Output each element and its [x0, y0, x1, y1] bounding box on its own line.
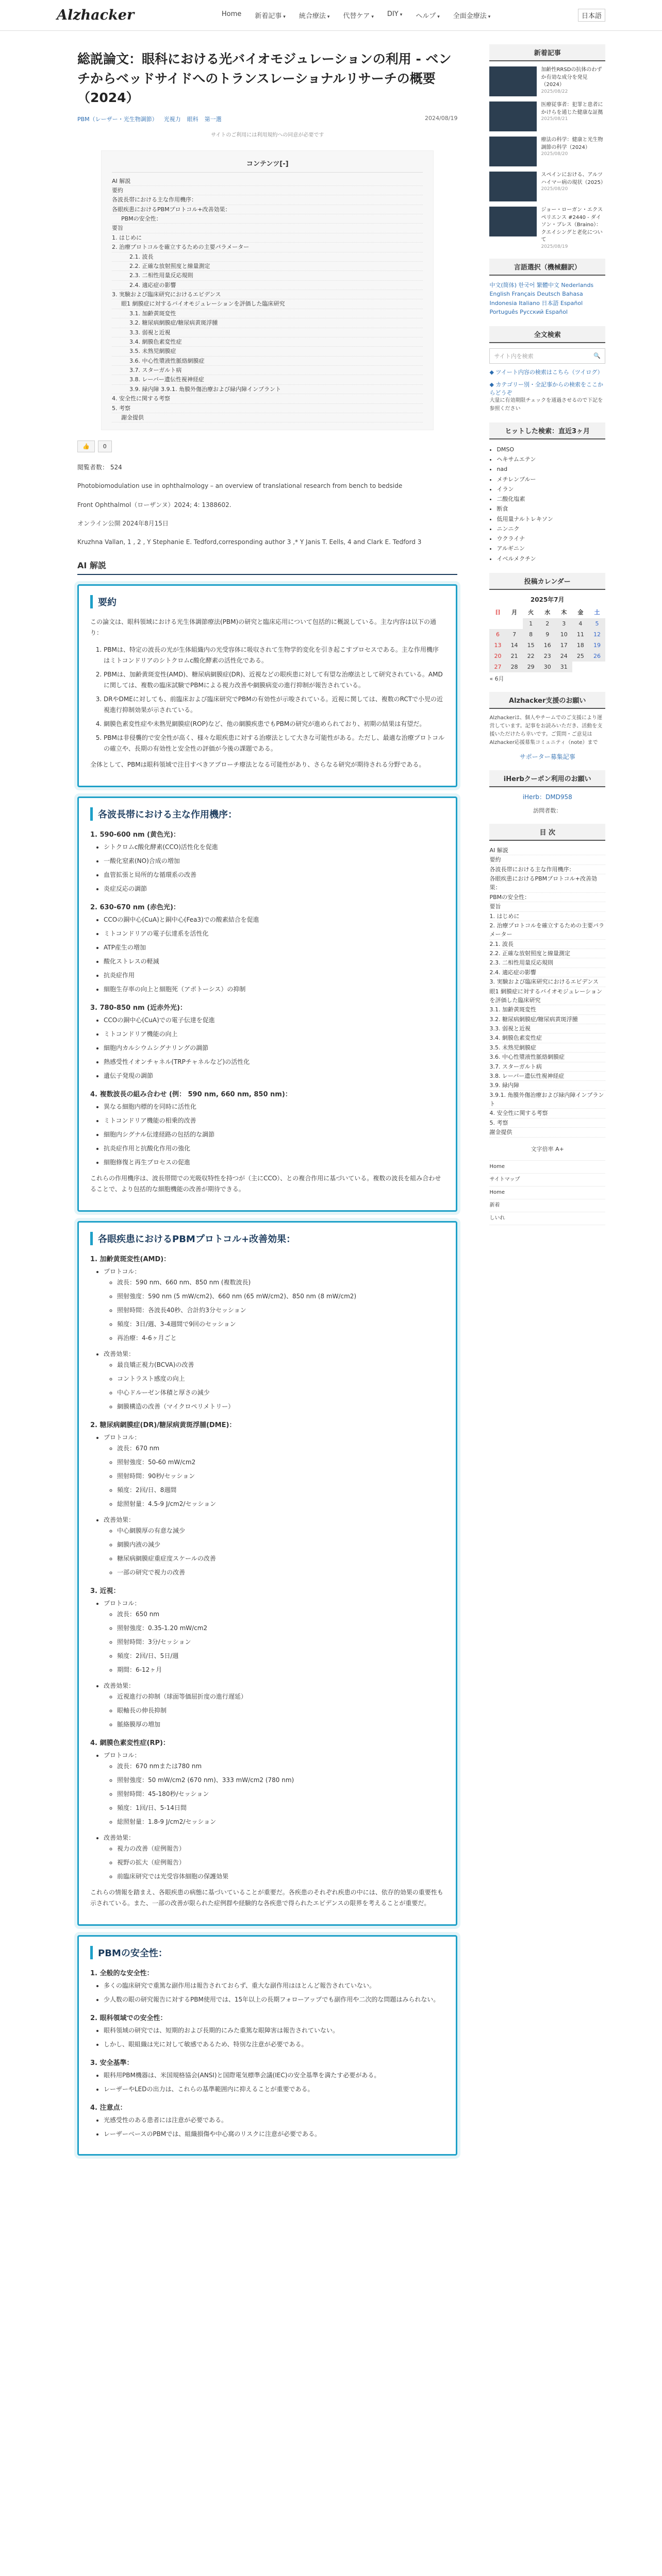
- calendar-day[interactable]: 7: [506, 629, 523, 640]
- calendar-day[interactable]: 8: [523, 629, 539, 640]
- safety-item: • レーザーやLEDの出力は、これらの基準範囲内に抑えることが重要である。: [104, 2084, 444, 2095]
- ai-heading: AI 解説: [77, 559, 457, 575]
- search-icon[interactable]: 🔍: [593, 352, 601, 360]
- effect-item: ◦ 最良矯正視力(BCVA)の改善: [117, 1360, 444, 1370]
- calendar-day[interactable]: 24: [556, 651, 572, 662]
- mechanism-item: • 炎症反応の調節: [104, 884, 444, 894]
- article-thumbnail[interactable]: [489, 66, 537, 96]
- site-header: [0, 0, 662, 31]
- mechanism-item: • 酸化ストレスの軽減: [104, 956, 444, 967]
- category-note: 大量に有効期限チェックを通過させるので下記を参照ください: [489, 397, 603, 412]
- nav-item[interactable]: Home: [221, 10, 242, 18]
- article-thumbnail[interactable]: [489, 207, 537, 236]
- toc-item[interactable]: 3.8. レーバー遺伝性視神経症: [112, 375, 423, 384]
- side-toc-item[interactable]: 3. 実験および臨床研究におけるエビデンス: [489, 977, 605, 987]
- nav-item[interactable]: 統合療法 ▾: [299, 12, 330, 20]
- mechanism-heading: 4. 複数波長の組み合わせ (例： 590 nm, 660 nm, 850 nm)：: [90, 1090, 292, 1098]
- safety-item: • 眼科用PBM機器は、米国規格協会(ANSI)と国際電気標準会議(IEC)の安全基準を満たす必要がある。: [104, 2070, 444, 2081]
- side-toc-item[interactable]: 3.6. 中心性漿液性脈絡網膜症: [489, 1053, 605, 1062]
- category-search-link[interactable]: ◆ カテゴリー別・全記事からの検索をここからどうぞ: [489, 381, 603, 396]
- protocol-item: ◦ 照射強度：0.35-1.20 mW/cm2: [117, 1623, 444, 1634]
- toc-item[interactable]: 謝金提供: [112, 413, 423, 422]
- summary-item: 4. 網膜色素変性症や未熟児網膜症(ROP)など、他の網膜疾患でもPBMの研究が進められており、初期の結果は有望だ。: [104, 719, 444, 730]
- summary-item: 3. DRやDMEに対しても、前臨床および臨床研究でPBMの有効性が示唆されている。近視に関しては、複数のRCTで小児の近視進行抑制効果が示されている。: [104, 694, 444, 716]
- protocol-item: ◦ 頻度：1回/日、5-14日間: [117, 1803, 444, 1814]
- toc-item[interactable]: AI 解説: [112, 177, 423, 186]
- authors: Kruzhna Vallan, 1 , 2 , Y Stephanie E. Tedford,corresponding author 3 ,* Y Janis T. Eells, 4 and Clark E. Tedford 3: [77, 538, 422, 546]
- toc-title[interactable]: コンテンツ[-]: [112, 158, 423, 173]
- calendar-day[interactable]: 30: [539, 662, 556, 672]
- toc-item[interactable]: 3.5. 未熟児網膜症: [112, 347, 423, 356]
- side-toc-item[interactable]: 5. 考察: [489, 1118, 605, 1128]
- side-toc-item[interactable]: AI 解説: [489, 846, 605, 855]
- safety-heading: 4. 注意点：: [90, 2104, 127, 2112]
- article-thumbnail[interactable]: [489, 172, 537, 201]
- safety-heading: 2. 眼科領域での安全性：: [90, 2014, 167, 2022]
- mechanism-heading: 1. 590-600 nm (黄色光)：: [90, 831, 180, 839]
- search-input[interactable]: [489, 348, 605, 364]
- calendar-weekday: 月: [511, 608, 518, 616]
- tag-list: [77, 115, 222, 123]
- calendar-day[interactable]: 5: [589, 618, 605, 629]
- toc-item[interactable]: 3.6. 中心性漿液性脈絡網膜症: [112, 357, 423, 366]
- footer-menu-item[interactable]: しいれ: [489, 1212, 605, 1225]
- toc-item[interactable]: 1. はじめに: [112, 233, 423, 243]
- safety-heading: 1. 全般的な安全性：: [90, 1969, 154, 1977]
- language-select[interactable]: 日本語: [578, 9, 605, 22]
- calendar-day[interactable]: 15: [523, 640, 539, 651]
- search-title: 全文検索: [489, 326, 605, 343]
- calendar-weekday: 土: [594, 608, 600, 616]
- calendar-day[interactable]: 9: [539, 629, 556, 640]
- calendar-weekday: 金: [577, 608, 584, 616]
- effect-label: • 改善効果： ◦ 中心網膜厚の有意な減少 ◦ 網膜内液の減少 ◦ 糖尿病網膜症重症度スケールの改善 ◦ 一部の研究で視力の改善: [104, 1515, 444, 1578]
- effect-label: • 改善効果： ◦ 最良矯正視力(BCVA)の改善 ◦ コントラスト感度の向上 ◦ 中心ドルーゼン体積と厚さの減少 ◦ 網膜構造の改善（マイクロペリメトリー）: [104, 1349, 444, 1412]
- protocol-label: • プロトコル： ◦ 波長：590 nm、660 nm、850 nm (複数波長) ◦ 照射強度：590 nm (5 mW/cm2)、660 nm (65 mW/cm2)、850 nm (8 mW/cm2) ◦ 照射時間：各波長40秒、合計約3分セッション ◦ 頻度：3日/週、3-4週間で9回のセッション ◦ 再治療：4-6ヶ月ごと: [104, 1266, 444, 1344]
- like-button[interactable]: 👍: [77, 440, 95, 452]
- effect-item: ◦ 視野の拡大（症例報告）: [117, 1857, 444, 1868]
- toc-item[interactable]: 眼1 網膜症に対するバイオモジュレーションを評価した臨床研究: [112, 299, 423, 309]
- summary-intro: この論文は、眼科領域における光生体調節療法(PBM)の研究と臨床応用について包括的に概説している。主な内容は以下の通り：: [90, 618, 436, 636]
- toc-item[interactable]: 2.2. 正確な放射照度と線量測定: [112, 262, 423, 271]
- calendar-day[interactable]: 22: [523, 651, 539, 662]
- ranking-item[interactable]: • DMSO: [496, 445, 605, 454]
- sidebar-article[interactable]: [489, 66, 605, 96]
- side-toc-item[interactable]: 3.5. 未熟児網膜症: [489, 1043, 605, 1053]
- search-placeholder: サイト内を検索: [494, 352, 534, 360]
- nav-item[interactable]: ヘルプ ▾: [416, 12, 440, 20]
- protocol-item: ◦ 波長：650 nm: [117, 1609, 444, 1620]
- article-title-link[interactable]: 加齢性RRSDの抗体のわずか有効な成分を発見（2024）: [541, 67, 602, 88]
- mechanism-item: • CCOの銅中心(CuA)と銅中心(Fea3)での酸素結合を促進: [104, 914, 444, 925]
- calendar-day[interactable]: 25: [572, 651, 589, 662]
- footer-menu-item[interactable]: Home: [489, 1161, 605, 1174]
- article-date: 2025/08/20: [541, 151, 568, 157]
- calendar-day[interactable]: 2: [539, 618, 556, 629]
- protocol-item: ◦ 照射時間：各波長40秒、合計約3分セッション: [117, 1305, 444, 1316]
- footer-menu-item[interactable]: Home: [489, 1187, 605, 1199]
- protocol-item: ◦ 波長：590 nm、660 nm、850 nm (複数波長): [117, 1277, 444, 1288]
- sidebar-article[interactable]: [489, 101, 605, 131]
- side-toc-item[interactable]: 3.7. スターガルト病: [489, 1062, 605, 1072]
- article-date: 2025/08/19: [541, 244, 568, 249]
- article-title-link[interactable]: 医療従事者：犯罪と患者にかけらを通じた健康な証拠: [541, 102, 603, 115]
- summary-title: 要約: [90, 595, 444, 608]
- tag-link[interactable]: 光視力: [163, 115, 181, 123]
- calendar-weekday: 水: [544, 608, 551, 616]
- calendar-day[interactable]: 10: [556, 629, 572, 640]
- summary-item: 1. PBMは、特定の波長の光が生体組織内の光受容体に吸収されて生物学的変化を引き起こすプロセスである。主な作用機序はミトコンドリアのシトクロムc酸化酵素の活性化である。: [104, 645, 444, 666]
- protocol-label: • プロトコル： ◦ 波長：650 nm ◦ 照射強度：0.35-1.20 mW/cm2 ◦ 照射時間：3分/セッション ◦ 頻度：2回/日、5日/週 ◦ 期間：6-12ヶ月: [104, 1598, 444, 1675]
- mechanism-item: • 抗炎症作用と抗酸化作用の強化: [104, 1143, 444, 1154]
- protocol-item: ◦ 照射強度：50-60 mW/cm2: [117, 1457, 444, 1468]
- protocol-item: ◦ 照射時間：45-180秒/セッション: [117, 1789, 444, 1800]
- side-toc-item[interactable]: 3.9.1. 角膜外傷治療および緑内障インプラント: [489, 1091, 605, 1109]
- iherb-code[interactable]: iHerb：DMD958: [522, 793, 572, 801]
- calendar-day[interactable]: 29: [523, 662, 539, 672]
- calendar-day[interactable]: 16: [539, 640, 556, 651]
- journal: Front Ophthalmol（ローザンヌ）2024; 4: 1388602.: [77, 501, 231, 509]
- mechanism-item: • 細胞修復と再生プロセスの促進: [104, 1157, 444, 1168]
- toc-item[interactable]: 3.2. 糖尿病網膜症/糖尿病黄斑浮腫: [112, 318, 423, 328]
- side-toc-item[interactable]: 謝金提供: [489, 1128, 605, 1137]
- calendar-day[interactable]: 21: [506, 651, 523, 662]
- safety-title: PBMの安全性：: [90, 1946, 444, 1959]
- article-title: 総説論文：眼科における光バイオモジュレーションの利用 - ベンチからベッドサイドへのトランスレーショナルリサーチの概要（2024）: [77, 52, 452, 105]
- calendar-day: [506, 618, 523, 629]
- protocol-item: ◦ 照射時間：90秒/セッション: [117, 1471, 444, 1482]
- effect-item: ◦ 網膜内液の減少: [117, 1539, 444, 1550]
- calendar-prev[interactable]: « 6月: [489, 675, 504, 682]
- sidebar: [489, 31, 605, 2165]
- calendar-day[interactable]: 12: [589, 629, 605, 640]
- toc-item[interactable]: 各眼疾患におけるPBMプロトコル+改善効果：: [112, 205, 423, 214]
- terms-note: サイトのご利用には利用規約への同意が必要です: [211, 132, 324, 138]
- calendar-day[interactable]: 14: [506, 640, 523, 651]
- side-toc-item[interactable]: 2.1. 波長: [489, 940, 605, 949]
- summary-box: [77, 584, 457, 787]
- protocol-label: • プロトコル： ◦ 波長：670 nmまたは780 nm ◦ 照射強度：50 mW/cm2 (670 nm)、333 mW/cm2 (780 nm) ◦ 照射時間：45-180秒/セッション ◦ 頻度：1回/日、5-14日間 ◦ 総照射量：1.8-9 J/cm2/セッション: [104, 1750, 444, 1827]
- ranking-item[interactable]: • 二酸化塩素: [496, 494, 605, 504]
- mechanism-item: • ミトコンドリアの電子伝達系を活性化: [104, 928, 444, 939]
- calendar-day[interactable]: 6: [489, 629, 506, 640]
- calendar-month: 2025年7月: [530, 596, 565, 603]
- mechanism-item: • 抗炎症作用: [104, 970, 444, 981]
- calendar-day: [572, 662, 589, 672]
- mechanism-item: • 遺伝子発現の調節: [104, 1071, 444, 1081]
- support-text: Alzhackerは、個人やチームでのご支援により運営しています。記事をお読みいただき、活動を支援いただけたら幸いです。ご質問・ご意見はAlzhacker応援募集コミュニティ（note）まで: [489, 715, 603, 745]
- calendar: [489, 606, 605, 672]
- safety-item: • しかし、眼組織は光に対して敏感であるため、特別な注意が必要である。: [104, 2039, 444, 2050]
- view-count: 閲覧者数： 524: [77, 464, 122, 471]
- side-toc-item[interactable]: 2.4. 適応症の影響: [489, 968, 605, 977]
- article-thumbnail[interactable]: [489, 137, 537, 166]
- chevron-down-icon: ▾: [488, 14, 491, 20]
- side-toc-item[interactable]: 3.8. レーバー遺伝性視神経症: [489, 1072, 605, 1081]
- protocols-outro: これらの情報を踏まえ、各眼疾患の病態に基づいていることが重要だ。各疾患のそれぞれ疾患の中には、依存的効果の重要性も示されている。また、一部の改善が限られた症例群や経験的な各疾患で得られたエビデンスの限界を考えることが重要だ。: [90, 1888, 443, 1907]
- chevron-down-icon: ▾: [283, 14, 286, 20]
- side-toc-item[interactable]: 2.3. 二相性用量反応規則: [489, 958, 605, 968]
- safety-item: • 多くの臨床研究で重篤な副作用は報告されておらず、重大な副作用はほとんど報告されていない。: [104, 1980, 444, 1991]
- protocol-label: • プロトコル： ◦ 波長：670 nm ◦ 照射強度：50-60 mW/cm2 ◦ 照射時間：90秒/セッション ◦ 頻度：2回/日、8週間 ◦ 総照射量：4.5-9 J/cm2/セッション: [104, 1432, 444, 1510]
- protocol-item: ◦ 総照射量：4.5-9 J/cm2/セッション: [117, 1499, 444, 1510]
- protocol-item: ◦ 波長：670 nmまたは780 nm: [117, 1761, 444, 1772]
- side-toc-item[interactable]: 3.1. 加齢黄斑変性: [489, 1005, 605, 1014]
- effect-item: ◦ 網膜構造の改善（マイクロペリメトリー）: [117, 1401, 444, 1412]
- visitor-count: 訪問者数：: [533, 807, 562, 814]
- calendar-day[interactable]: 18: [572, 640, 589, 651]
- side-toc-item[interactable]: 要約: [489, 855, 605, 865]
- effect-item: ◦ 糖尿病網膜症重症度スケールの改善: [117, 1553, 444, 1564]
- tag-link[interactable]: 第一選: [204, 115, 222, 123]
- sidebar-article[interactable]: [489, 207, 605, 249]
- main-content: [57, 31, 478, 2165]
- protocol-heading: 3. 近視：: [90, 1587, 120, 1595]
- safety-box: [77, 1935, 457, 2156]
- safety-heading: 3. 安全基準：: [90, 2059, 134, 2067]
- sidebar-article[interactable]: [489, 172, 605, 201]
- summary-item: 5. PBMは非侵襲的で安全性が高く、様々な眼疾患に対する治療法として大きな可能性がある。ただし、最適な治療プロトコルの確立や、長期の有効性と安全性の評価が今後の課題である。: [104, 733, 444, 754]
- toc-item[interactable]: 3.4. 網膜色素変性症: [112, 337, 423, 347]
- mechanism-item: • 一酸化窒素(NO)合成の増加: [104, 856, 444, 867]
- calendar-day[interactable]: 28: [506, 662, 523, 672]
- toc-item[interactable]: 2.4. 適応症の影響: [112, 281, 423, 290]
- mechanism-item: • 細胞内シグナル伝達経路の包括的な調節: [104, 1129, 444, 1140]
- nav-item[interactable]: 全面金療法 ▾: [453, 12, 491, 20]
- side-toc-item[interactable]: 各波長帯における主な作用機序：: [489, 865, 605, 874]
- mechanism-item: • シトクロムc酸化酵素(CCO)活性化を促進: [104, 842, 444, 853]
- safety-item: • 光感受性のある患者には注意が必要である。: [104, 2115, 444, 2126]
- calendar-day[interactable]: 31: [556, 662, 572, 672]
- chevron-down-icon: ▾: [327, 14, 330, 20]
- toc-item[interactable]: 各波長帯における主な作用機序：: [112, 195, 423, 205]
- effect-item: ◦ 視力の改善（症例報告）: [117, 1843, 444, 1854]
- language-title: 言語選択（機械翻訳）: [489, 259, 605, 276]
- mechanism-item: • ATP産生の増加: [104, 942, 444, 953]
- side-toc-item[interactable]: 3.4. 網膜色素変性症: [489, 1033, 605, 1043]
- mechanism-item: • 血管拡張と局所的な循環系の改善: [104, 870, 444, 880]
- protocol-item: ◦ 照射時間：3分/セッション: [117, 1637, 444, 1648]
- sidebar-article[interactable]: [489, 137, 605, 166]
- side-toc-item[interactable]: 要旨: [489, 902, 605, 911]
- effect-item: ◦ 中心ドルーゼン体積と厚さの減少: [117, 1387, 444, 1398]
- protocol-item: ◦ 照射強度：590 nm (5 mW/cm2)、660 nm (65 mW/cm2)、850 nm (8 mW/cm2): [117, 1291, 444, 1302]
- site-logo[interactable]: Alzhacker: [57, 7, 135, 23]
- article-date: 2025/08/20: [541, 187, 568, 192]
- support-title: Alzhacker支援のお願い: [489, 692, 605, 709]
- toc-item[interactable]: 要約: [112, 186, 423, 195]
- effect-item: ◦ 前臨床研究では光受容体細胞の保護効果: [117, 1871, 444, 1882]
- calendar-day[interactable]: 3: [556, 618, 572, 629]
- ranking-item[interactable]: • ニンニク: [496, 524, 605, 534]
- ranking-item[interactable]: • アルギニン: [496, 544, 605, 553]
- mechanism-item: • 異なる細胞内標的を同時に活性化: [104, 1101, 444, 1112]
- footer-menu-item[interactable]: サイトマップ: [489, 1174, 605, 1187]
- mechanism-item: • ミトコンドリア機能の相乗的改善: [104, 1115, 444, 1126]
- nav-item[interactable]: 代替ケア ▾: [343, 12, 374, 20]
- effect-item: ◦ 近視進行の抑制（球面等価屈折度の進行遅延）: [117, 1691, 444, 1702]
- toc-item[interactable]: 要旨: [112, 224, 423, 233]
- ranking-item[interactable]: • ヘキサムエテン: [496, 454, 605, 464]
- ranking-item[interactable]: • nad: [496, 464, 605, 474]
- nav-item[interactable]: 新着記事 ▾: [255, 12, 286, 20]
- article-thumbnail[interactable]: [489, 101, 537, 131]
- ranking-item[interactable]: • 低用量ナルトレキソン: [496, 514, 605, 524]
- article-title-link[interactable]: スペインにおける、アルツハイマー病の現状（2025）: [541, 172, 606, 185]
- calendar-day[interactable]: 19: [589, 640, 605, 651]
- effect-item: ◦ コントラスト感度の向上: [117, 1374, 444, 1384]
- side-toc-item[interactable]: 3.2. 糖尿病網膜症/糖尿病黄斑浮腫: [489, 1015, 605, 1024]
- toc-item[interactable]: 2. 治療プロトコルを確立するための主要パラメーター: [112, 243, 423, 252]
- calendar-weekday: 日: [494, 608, 501, 616]
- safety-item: • 少人数の眼の研究報告に対するPBM使用では、15年以上の長期フォローアップでも副作用や二次的な問題はみられない。: [104, 1994, 444, 2005]
- calendar-day: [589, 662, 605, 672]
- mechanism-heading: 3. 780-850 nm (近赤外光)：: [90, 1004, 187, 1012]
- side-toc-item[interactable]: 3.3. 弱視と近視: [489, 1024, 605, 1033]
- new-articles-title: 新着記事: [489, 44, 605, 61]
- effect-label: • 改善効果： ◦ 近視進行の抑制（球面等価屈折度の進行遅延） ◦ 眼軸長の伸長抑制 ◦ 脈絡膜厚の増加: [104, 1681, 444, 1730]
- protocols-box: [77, 1221, 457, 1926]
- font-size-control[interactable]: 文字倍率 A+: [531, 1145, 564, 1153]
- calendar-day[interactable]: 26: [589, 651, 605, 662]
- calendar-title: 投稿カレンダー: [489, 573, 605, 590]
- mechanism-item: • 細胞生存率の向上と細胞死（アポトーシス）の抑制: [104, 984, 444, 995]
- effect-label: • 改善効果： ◦ 視力の改善（症例報告） ◦ 視野の拡大（症例報告） ◦ 前臨床研究では光受容体細胞の保護効果: [104, 1833, 444, 1882]
- side-toc-item[interactable]: 2.2. 正確な放射照度と線量測定: [489, 949, 605, 958]
- calendar-weekday: 火: [528, 608, 534, 616]
- ranking-title: ヒットした検索：直近3ヶ月: [489, 422, 605, 439]
- mechanism-item: • 熱感受性イオンチャネル(TRPチャネルなど)の活性化: [104, 1057, 444, 1067]
- side-toc-item[interactable]: PBMの安全性：: [489, 893, 605, 902]
- chevron-down-icon: ▾: [400, 12, 403, 18]
- protocol-item: ◦ 再治療：4-6ヶ月ごと: [117, 1333, 444, 1344]
- protocol-heading: 4. 網膜色素変性症(RP)：: [90, 1739, 170, 1747]
- protocol-item: ◦ 総照射量：1.8-9 J/cm2/セッション: [117, 1817, 444, 1827]
- mechanisms-title: 各波長帯における主な作用機序：: [90, 807, 444, 821]
- ranking-item[interactable]: • 断食: [496, 504, 605, 514]
- side-toc-item[interactable]: 4. 安全性に関する考察: [489, 1109, 605, 1118]
- article-title-link[interactable]: ジョー・ローガン・エクスペリエンス #2440 - ダイソン・ブレス（Braino）：クエイシングと老化について: [541, 207, 603, 243]
- calendar-day[interactable]: 20: [489, 651, 506, 662]
- calendar-weekday: 木: [561, 608, 567, 616]
- iherb-title: iHerbクーポン利用のお願い: [489, 770, 605, 787]
- table-of-contents: [101, 150, 434, 431]
- mechanism-item: • CCOの銅中心(CuA)での電子伝達を促進: [104, 1015, 444, 1026]
- calendar-day[interactable]: 13: [489, 640, 506, 651]
- tag-link[interactable]: 眼科: [187, 115, 198, 123]
- side-toc-item[interactable]: 眼1 網膜症に対するバイオモジュレーションを評価した臨床研究: [489, 987, 605, 1006]
- side-toc-item[interactable]: 1. はじめに: [489, 912, 605, 921]
- protocol-item: ◦ 期間：6-12ヶ月: [117, 1665, 444, 1675]
- ranking-item[interactable]: • イベルメクチン: [496, 554, 605, 564]
- protocol-item: ◦ 頻度：2回/日、8週間: [117, 1485, 444, 1496]
- calendar-day: [489, 618, 506, 629]
- ranking-item[interactable]: • ウクライナ: [496, 534, 605, 544]
- ranking-item[interactable]: • イラン: [496, 484, 605, 494]
- language-links[interactable]: 中文(简体) 한국어 繁體中文 Nederlands English Français Deutsch Bahasa Indonesia Italiano 日本語 Español Português Русский Español: [489, 281, 594, 316]
- main-nav: [222, 10, 490, 20]
- effect-item: ◦ 一部の研究で視力の改善: [117, 1567, 444, 1578]
- effect-item: ◦ 脈絡膜厚の増加: [117, 1719, 444, 1730]
- toc-item[interactable]: 5. 考察: [112, 404, 423, 413]
- side-toc-item[interactable]: 各眼疾患におけるPBMプロトコル+改善効果：: [489, 874, 605, 893]
- online-date: オンライン公開 2024年8月15日: [77, 520, 169, 528]
- article-date: 2025/08/21: [541, 116, 568, 122]
- mechanism-item: • 細胞内カルシウムシグナリングの調節: [104, 1043, 444, 1054]
- support-link[interactable]: サポーター募集記事: [519, 753, 575, 760]
- tweet-search-link[interactable]: ◆ ツイート内容の検索はこちら（ツイログ）: [489, 368, 603, 376]
- toc-item[interactable]: 3.7. スターガルト病: [112, 366, 423, 375]
- effect-item: ◦ 中心網膜厚の有意な減少: [117, 1526, 444, 1536]
- side-toc-item[interactable]: 3.9. 緑内障: [489, 1081, 605, 1090]
- tag-link[interactable]: PBM（レーザー・光生物調節）: [77, 115, 158, 123]
- like-count: 0: [98, 440, 112, 452]
- mechanism-item: • ミトコンドリア機能の向上: [104, 1029, 444, 1040]
- calendar-day[interactable]: 1: [523, 618, 539, 629]
- side-toc-title: 目 次: [489, 824, 605, 841]
- toc-item[interactable]: 3.3. 弱視と近視: [112, 328, 423, 337]
- chevron-down-icon: ▾: [371, 14, 374, 20]
- nav-item[interactable]: DIY ▾: [387, 10, 403, 18]
- calendar-day[interactable]: 27: [489, 662, 506, 672]
- mechanisms-box: [77, 796, 457, 1212]
- footer-menu-item[interactable]: 新着: [489, 1199, 605, 1212]
- toc-item[interactable]: 4. 安全性に関する考察: [112, 394, 423, 403]
- calendar-day[interactable]: 23: [539, 651, 556, 662]
- calendar-day[interactable]: 4: [572, 618, 589, 629]
- summary-outro: 全体として、PBMは眼科領域で注目すべきアプローチ療法となる可能性があり、さらなる研究が期待される分野である。: [90, 760, 425, 768]
- mechanisms-outro: これらの作用機序は、波長帯間での光吸収特性を持つが（主にCCO）、との複合作用に基づいている。複数の波長を組み合わせることで、より包括的な細胞機能の改善が期待できる。: [90, 1174, 441, 1193]
- safety-item: • レーザーベースのPBMでは、組織損傷や中心窩のリスクに注意が必要である。: [104, 2129, 444, 2140]
- summary-item: 2. PBMは、加齢黄斑変性(AMD)、糖尿病網膜症(DR)、近視などの眼疾患に対して有望な治療法として研究されている。AMDに関しては、複数の臨床試験でPBMによる視力改善や網膜病変の進行抑制が報告されている。: [104, 669, 444, 691]
- post-date: 2024/08/19: [425, 114, 458, 122]
- protocol-item: ◦ 照射強度：50 mW/cm2 (670 nm)、333 mW/cm2 (780 nm): [117, 1775, 444, 1786]
- toc-item[interactable]: 3.9. 緑内障 3.9.1. 角膜外傷治療および緑内障インプラント: [112, 385, 423, 394]
- calendar-day[interactable]: 17: [556, 640, 572, 651]
- paper-title: Photobiomodulation use in ophthalmology – an overview of translational research from bench to bedside: [77, 482, 403, 490]
- article-date: 2025/08/22: [541, 89, 568, 94]
- protocol-item: ◦ 頻度：3日/週、3-4週間で9回のセッション: [117, 1319, 444, 1330]
- protocol-item: ◦ 波長：670 nm: [117, 1443, 444, 1454]
- calendar-day[interactable]: 11: [572, 629, 589, 640]
- toc-item[interactable]: 2.3. 二相性用量反応規則: [112, 271, 423, 280]
- effect-item: ◦ 眼軸長の伸長抑制: [117, 1705, 444, 1716]
- protocol-heading: 1. 加齢黄斑変性(AMD)：: [90, 1255, 171, 1263]
- article-title-link[interactable]: 療法の科学：健康と光生物調節の科学（2024）: [541, 137, 603, 150]
- protocol-item: ◦ 頻度：2回/日、5日/週: [117, 1651, 444, 1662]
- ranking-item[interactable]: • メチレンブルー: [496, 474, 605, 484]
- toc-item[interactable]: 3. 実験および臨床研究におけるエビデンス: [112, 290, 423, 299]
- side-toc-item[interactable]: 2. 治療プロトコルを確立するための主要パラメーター: [489, 921, 605, 940]
- safety-item: • 眼科領域の研究では、短期的および長期的にみた重篤な眼障害は報告されていない。: [104, 2025, 444, 2036]
- toc-item[interactable]: 2.1. 波長: [112, 252, 423, 262]
- protocol-heading: 2. 糖尿病網膜症(DR)/糖尿病黄斑浮腫(DME)：: [90, 1421, 236, 1429]
- toc-item[interactable]: 3.1. 加齢黄斑変性: [112, 309, 423, 318]
- mechanism-heading: 2. 630-670 nm (赤色光)：: [90, 903, 180, 911]
- protocols-title: 各眼疾患におけるPBMプロトコル+改善効果：: [90, 1232, 444, 1245]
- chevron-down-icon: ▾: [437, 14, 440, 20]
- toc-item[interactable]: PBMの安全性：: [112, 214, 423, 224]
